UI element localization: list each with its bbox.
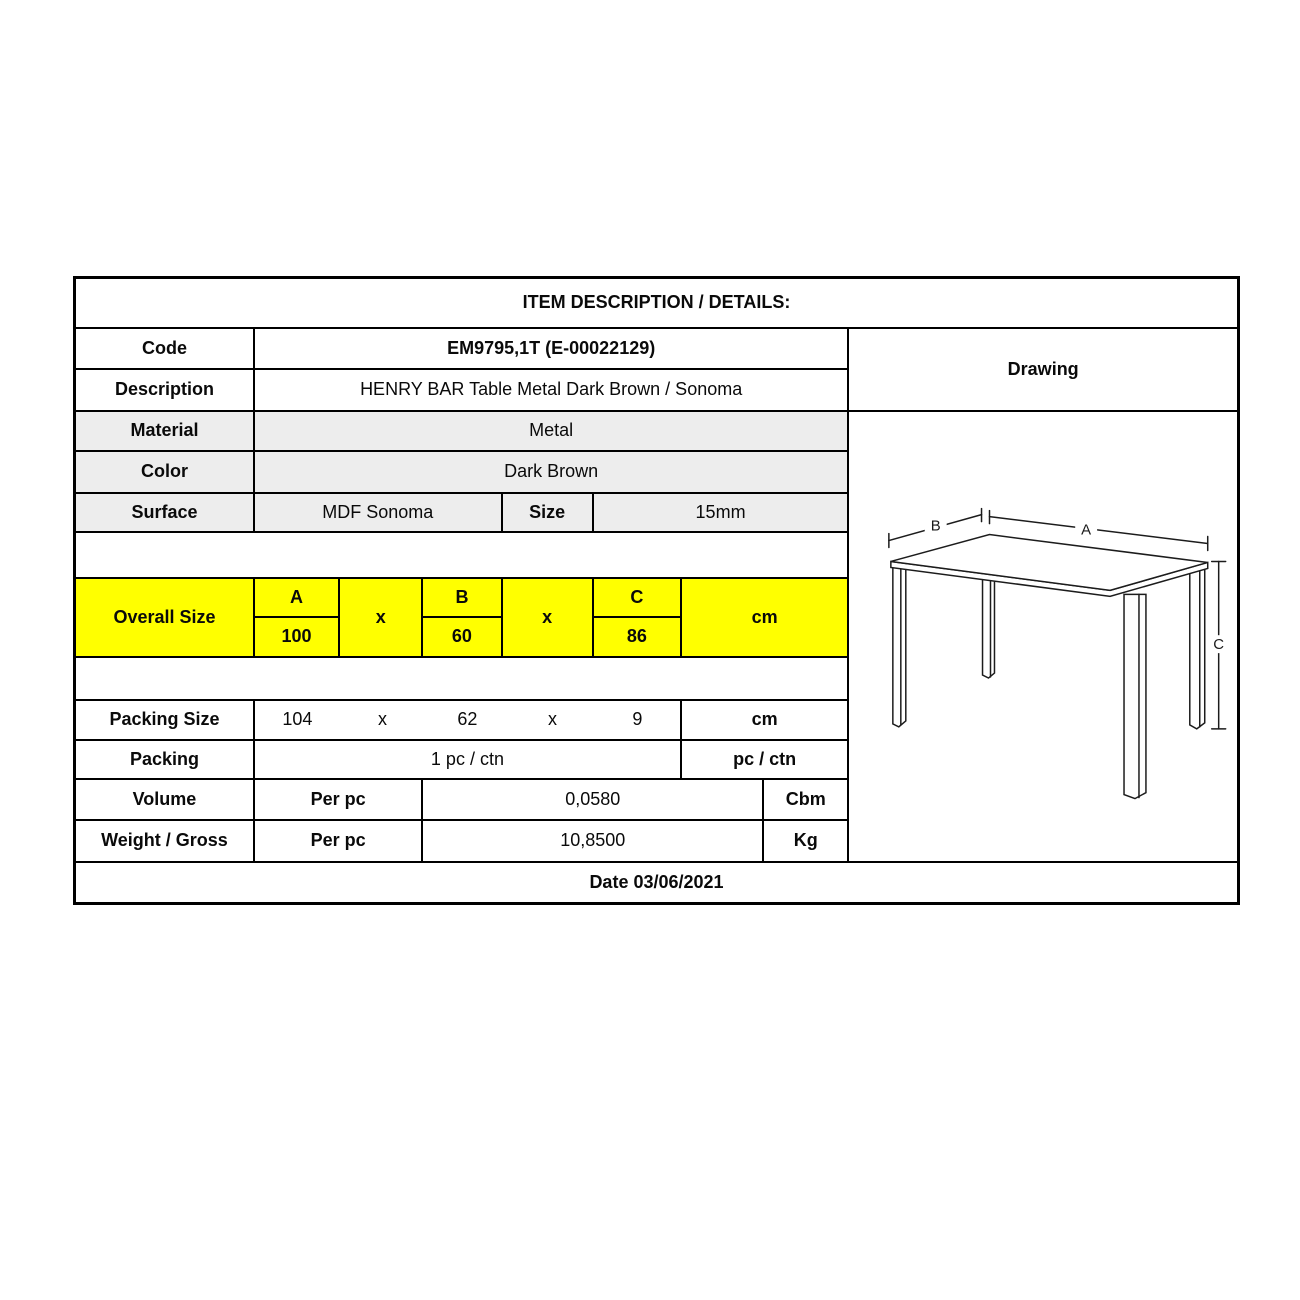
overall-dim-c-label: C — [593, 578, 681, 617]
drawing-title: Drawing — [848, 328, 1238, 411]
code-value: EM9795,1T (E-00022129) — [254, 328, 848, 369]
table-legs — [893, 565, 1205, 798]
description-value: HENRY BAR Table Metal Dark Brown / Sonoma — [254, 369, 848, 411]
packing-size-label: Packing Size — [75, 700, 254, 740]
material-row — [75, 411, 1239, 451]
drawing-canvas — [848, 411, 1238, 862]
surface-value: MDF Sonoma — [254, 493, 502, 532]
dim-label-a: A — [1081, 521, 1092, 539]
volume-unit: Cbm — [763, 779, 848, 820]
surface-size-value: 15mm — [593, 493, 849, 532]
weight-label: Weight / Gross — [75, 820, 254, 862]
packing-size-sep-1: x — [377, 709, 387, 730]
packing-label: Packing — [75, 740, 254, 779]
surface-size-label: Size — [502, 493, 593, 532]
volume-label: Volume — [75, 779, 254, 820]
overall-sep-1: x — [339, 578, 422, 657]
material-value: Metal — [254, 411, 848, 451]
overall-dim-a-value: 100 — [254, 617, 339, 657]
color-label: Color — [75, 451, 254, 493]
dim-label-c: C — [1213, 635, 1225, 653]
code-row — [75, 328, 1239, 369]
header-row — [75, 278, 1239, 328]
overall-dim-a-label: A — [254, 578, 339, 617]
overall-size-label: Overall Size — [75, 578, 254, 657]
weight-per: Per pc — [254, 820, 422, 862]
packing-size-values — [254, 700, 681, 740]
description-label: Description — [75, 369, 254, 411]
volume-per: Per pc — [254, 779, 422, 820]
color-value: Dark Brown — [254, 451, 848, 493]
weight-unit: Kg — [763, 820, 848, 862]
code-label: Code — [75, 328, 254, 369]
material-label: Material — [75, 411, 254, 451]
overall-dim-b-label: B — [422, 578, 501, 617]
overall-dim-c-value: 86 — [593, 617, 681, 657]
packing-size-a: 104 — [282, 709, 313, 730]
weight-value: 10,8500 — [422, 820, 763, 862]
packing-value: 1 pc / ctn — [254, 740, 681, 779]
dim-label-b: B — [931, 517, 942, 535]
item-spec-table — [73, 276, 1240, 905]
overall-dim-b-value: 60 — [422, 617, 501, 657]
page-title: ITEM DESCRIPTION / DETAILS: — [75, 278, 1239, 328]
table-drawing-illustration — [849, 412, 1237, 861]
date-value: Date 03/06/2021 — [75, 862, 1239, 904]
spacer-cell — [75, 657, 849, 700]
spacer-cell — [75, 532, 849, 578]
overall-unit: cm — [681, 578, 848, 657]
date-row — [75, 862, 1239, 904]
overall-sep-2: x — [502, 578, 593, 657]
packing-size-sep-2: x — [547, 709, 557, 730]
volume-value: 0,0580 — [422, 779, 763, 820]
surface-label: Surface — [75, 493, 254, 532]
packing-size-b: 62 — [457, 709, 478, 730]
packing-size-unit: cm — [681, 700, 848, 740]
packing-unit: pc / ctn — [681, 740, 848, 779]
packing-size-c: 9 — [632, 709, 643, 730]
